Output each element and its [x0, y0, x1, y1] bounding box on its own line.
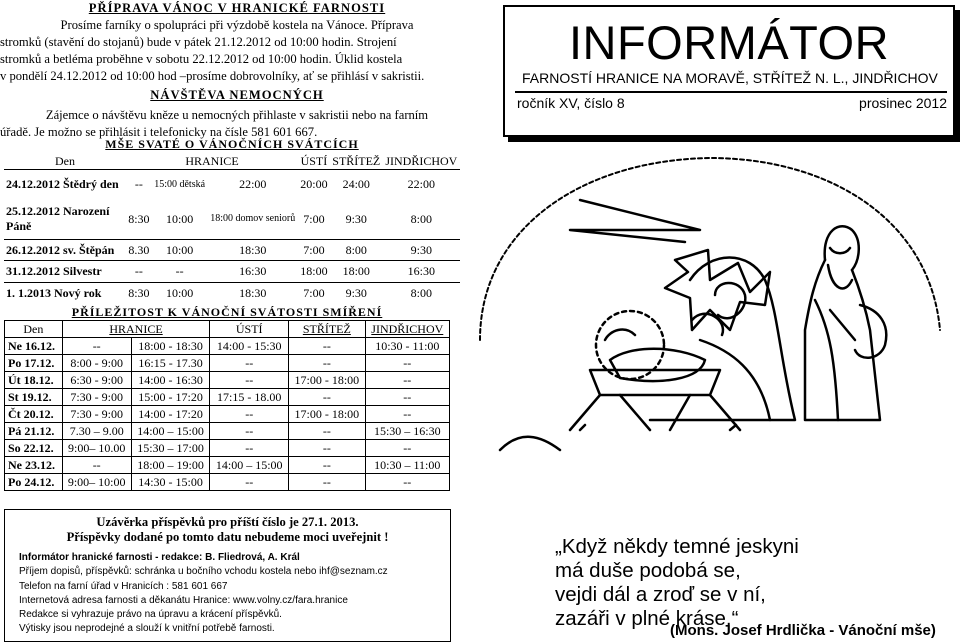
- mass-header: STŘÍTEŽ: [330, 153, 383, 170]
- table-row: [5, 406, 450, 423]
- mass-header: Den: [4, 153, 126, 170]
- table-cell: 15:00 dětská: [154, 178, 206, 190]
- table-row: [4, 240, 460, 261]
- table-cell: 14:30 - 15:00: [131, 474, 210, 491]
- table-row: [5, 457, 450, 474]
- mass-table: [4, 153, 460, 305]
- table-cell: --: [62, 457, 131, 474]
- table-cell: 15:00 - 17:20: [131, 389, 210, 406]
- table-cell: 18:00 - 18:30: [131, 338, 210, 355]
- table-cell: 18:30: [208, 240, 298, 261]
- quote-line: zazáři v plné kráse.“: [555, 607, 739, 630]
- table-row: [5, 423, 450, 440]
- table-cell: --: [210, 372, 289, 389]
- table-cell: 10:30 – 11:00: [365, 457, 449, 474]
- confession-header: HRANICE: [62, 321, 210, 338]
- table-row: [5, 389, 450, 406]
- table-cell: 14:00 - 15:30: [210, 338, 289, 355]
- table-cell: 8:00: [330, 240, 383, 261]
- table-cell: 22:00: [407, 177, 436, 192]
- table-cell: 9:30: [330, 283, 383, 305]
- preparation-text: v pondělí 24.12.2012 od 10:00 hod –prosíme dobrovolníky, ať se přihlásí v sakristii.: [0, 69, 425, 83]
- mass-day: 31.12.2012 Silvestr: [4, 261, 126, 283]
- table-cell: --: [289, 423, 366, 440]
- nativity-scene-icon: [460, 130, 955, 530]
- table-cell: --: [62, 338, 131, 355]
- table-cell: Po 17.12.: [5, 355, 63, 372]
- table-cell: 8:00: [410, 211, 433, 226]
- table-cell: Ne 16.12.: [5, 338, 63, 355]
- table-cell: --: [210, 474, 289, 491]
- table-cell: 16:15 - 17.30: [131, 355, 210, 372]
- preparation-text: stromků (stavění do stojanů) bude v pátek 21.12.2012 od 10:00 hodin. Strojení: [0, 35, 397, 49]
- table-cell: 8:00 - 9:00: [62, 355, 131, 372]
- mass-header: HRANICE: [126, 153, 298, 170]
- masthead-title: INFORMÁTOR: [568, 16, 890, 69]
- mass-day: 24.12.2012 Štědrý den: [6, 177, 119, 192]
- table-cell: 17:00 - 18:00: [289, 406, 366, 423]
- mail-text: Příjem dopisů, příspěvků: schránka u bočního vchodu kostela nebo ihf@seznam.cz: [19, 566, 388, 578]
- confession-header: STŘÍTEŽ: [289, 321, 366, 338]
- mass-header: ÚSTÍ: [298, 153, 330, 170]
- table-cell: So 22.12.: [5, 440, 63, 457]
- table-cell: --: [289, 440, 366, 457]
- table-cell: 24:00: [342, 177, 370, 192]
- table-cell: --: [365, 355, 449, 372]
- table-cell: --: [365, 389, 449, 406]
- confession-title: PŘÍLEŽITOST K VÁNOČNÍ SVÁTOSTI SMÍŘENÍ: [71, 305, 383, 319]
- table-cell: --: [365, 440, 449, 457]
- table-cell: --: [289, 474, 366, 491]
- table-cell: --: [365, 474, 449, 491]
- table-cell: 7:30 - 9:00: [62, 406, 131, 423]
- table-cell: 15:30 – 16:30: [365, 423, 449, 440]
- quote-author: (Mons. Josef Hrdlička - Vánoční mše): [670, 622, 936, 639]
- deadline-note: Příspěvky dodané po tomto datu nebudeme moci uveřejnit !: [66, 530, 389, 544]
- table-cell: 7:00: [303, 211, 325, 226]
- copy-text: Výtisky jsou neprodejné a slouží k vnitřní potřebě farnosti.: [19, 623, 275, 635]
- table-cell: 14:00 – 15:00: [131, 423, 210, 440]
- preparation-title: PŘÍPRAVA VÁNOC V HRANICKÉ FARNOSTI: [88, 1, 386, 15]
- table-cell: 14:00 - 16:30: [131, 372, 210, 389]
- table-cell: 9:30: [345, 211, 367, 226]
- table-cell: --: [365, 406, 449, 423]
- preparation-text: stromků a betléma proběhne v sobotu 22.12.2012 od 10:00 hodin. Úklid kostela: [0, 52, 403, 66]
- web-text: Internetová adresa farnosti a děkanátu Hranice: www.volny.cz/fara.hranice: [19, 594, 348, 606]
- editor-text: Informátor hranické farnosti - redakce: B. Fliedrová, A. Král: [19, 552, 300, 563]
- mass-header: JINDŘICHOV: [383, 153, 460, 170]
- table-cell: --: [210, 406, 289, 423]
- rights-text: Redakce si vyhrazuje právo na úpravu a krácení příspěvků.: [19, 609, 282, 621]
- visit-text: Zájemce o návštěvu kněze u nemocných přihlaste v sakristii nebo na farním: [45, 108, 429, 122]
- visit-section: [0, 84, 474, 141]
- table-cell: --: [289, 389, 366, 406]
- table-row: [5, 372, 450, 389]
- confession-header: Den: [5, 321, 63, 338]
- table-cell: 7:00: [298, 283, 330, 305]
- table-cell: 9:30: [383, 240, 460, 261]
- preparation-section: [0, 0, 474, 85]
- quote-line: „Když někdy temné jeskyni: [555, 535, 799, 558]
- table-cell: 8.30: [126, 240, 152, 261]
- mass-day: 25.12.2012 Narození Páně: [6, 204, 110, 234]
- table-cell: St 19.12.: [5, 389, 63, 406]
- issue-number: ročník XV, číslo 8: [517, 95, 625, 111]
- phone-text: Telefon na farní úřad v Hranicích : 581 601 667: [19, 580, 228, 592]
- table-cell: 8:30: [126, 283, 152, 305]
- table-cell: --: [152, 261, 208, 283]
- quote-line: vejdi dál a zroď se v ní,: [555, 583, 766, 606]
- table-row: [4, 200, 460, 240]
- table-cell: 10:00: [152, 240, 208, 261]
- masthead-divider: [515, 91, 947, 93]
- table-row: [5, 338, 450, 355]
- table-cell: Ne 23.12.: [5, 457, 63, 474]
- mass-day: 1. 1.2013 Nový rok: [4, 283, 126, 305]
- table-cell: 9:00– 10:00: [62, 474, 131, 491]
- quote-line: má duše podobá se,: [555, 559, 741, 582]
- mass-day: 26.12.2012 sv. Štěpán: [4, 240, 126, 261]
- confession-table: [4, 320, 450, 491]
- table-cell: Út 18.12.: [5, 372, 63, 389]
- table-cell: 18:00 domov seniorů: [210, 213, 296, 225]
- masthead: [503, 5, 955, 137]
- table-cell: --: [210, 355, 289, 372]
- table-cell: 18:00 – 19:00: [131, 457, 210, 474]
- table-cell: --: [126, 261, 152, 283]
- table-cell: 10:00: [152, 283, 208, 305]
- quote: [555, 535, 799, 631]
- table-row: [4, 170, 460, 200]
- confession-header: JINDŘICHOV: [365, 321, 449, 338]
- table-cell: 14:00 – 15:00: [210, 457, 289, 474]
- table-row: [5, 440, 450, 457]
- table-cell: --: [289, 338, 366, 355]
- table-cell: 7:00: [298, 240, 330, 261]
- preparation-text: Prosíme farníky o spolupráci při výzdobě kostela na Vánoce. Příprava: [60, 18, 414, 32]
- confession-section: [4, 305, 450, 491]
- table-cell: 14:00 - 17:20: [131, 406, 210, 423]
- table-cell: Čt 20.12.: [5, 406, 63, 423]
- table-cell: Po 24.12.: [5, 474, 63, 491]
- table-cell: --: [210, 423, 289, 440]
- footer-box: [4, 509, 451, 642]
- table-cell: 16:30: [383, 261, 460, 283]
- table-cell: 18:00: [298, 261, 330, 283]
- table-cell: 10:30 - 11:00: [365, 338, 449, 355]
- table-cell: 6:30 - 9:00: [62, 372, 131, 389]
- table-cell: --: [365, 372, 449, 389]
- deadline-text: Uzávěrka příspěvků pro příští číslo je 27.1. 2013.: [96, 515, 359, 529]
- table-cell: 17:15 - 18.00: [210, 389, 289, 406]
- masthead-subtitle: FARNOSTÍ HRANICE NA MORAVĚ, STŘÍTEŽ N. L., JINDŘICHOV: [522, 70, 938, 86]
- table-cell: --: [289, 355, 366, 372]
- table-cell: 20:00: [300, 177, 328, 192]
- table-cell: 7:30 - 9:00: [62, 389, 131, 406]
- table-cell: 16:30: [208, 261, 298, 283]
- table-cell: 15:30 – 17:00: [131, 440, 210, 457]
- table-cell: --: [289, 457, 366, 474]
- table-cell: 8:00: [383, 283, 460, 305]
- table-cell: 18:00: [330, 261, 383, 283]
- confession-header: ÚSTÍ: [210, 321, 289, 338]
- issue-month: prosinec 2012: [859, 95, 947, 111]
- table-cell: 18:30: [208, 283, 298, 305]
- visit-title: NÁVŠTĚVA NEMOCNÝCH: [150, 88, 324, 102]
- table-row: [4, 261, 460, 283]
- table-row: [5, 474, 450, 491]
- visit-text: úřadě. Je možno se přihlásit i telefonicky na čísle 581 601 667.: [0, 125, 318, 139]
- table-row: [4, 283, 460, 305]
- table-cell: Pá 21.12.: [5, 423, 63, 440]
- table-cell: 9:00– 10.00: [62, 440, 131, 457]
- mass-title: MŠE SVATÉ O VÁNOČNÍCH SVÁTCÍCH: [105, 137, 359, 151]
- table-cell: 17:00 - 18:00: [289, 372, 366, 389]
- table-cell: 22:00: [239, 177, 267, 192]
- table-cell: --: [134, 177, 143, 192]
- mass-section: [4, 137, 460, 305]
- table-cell: 8:30: [128, 211, 150, 226]
- table-row: [5, 355, 450, 372]
- table-cell: --: [210, 440, 289, 457]
- table-cell: 10:00: [165, 211, 194, 226]
- table-cell: 7.30 – 9.00: [62, 423, 131, 440]
